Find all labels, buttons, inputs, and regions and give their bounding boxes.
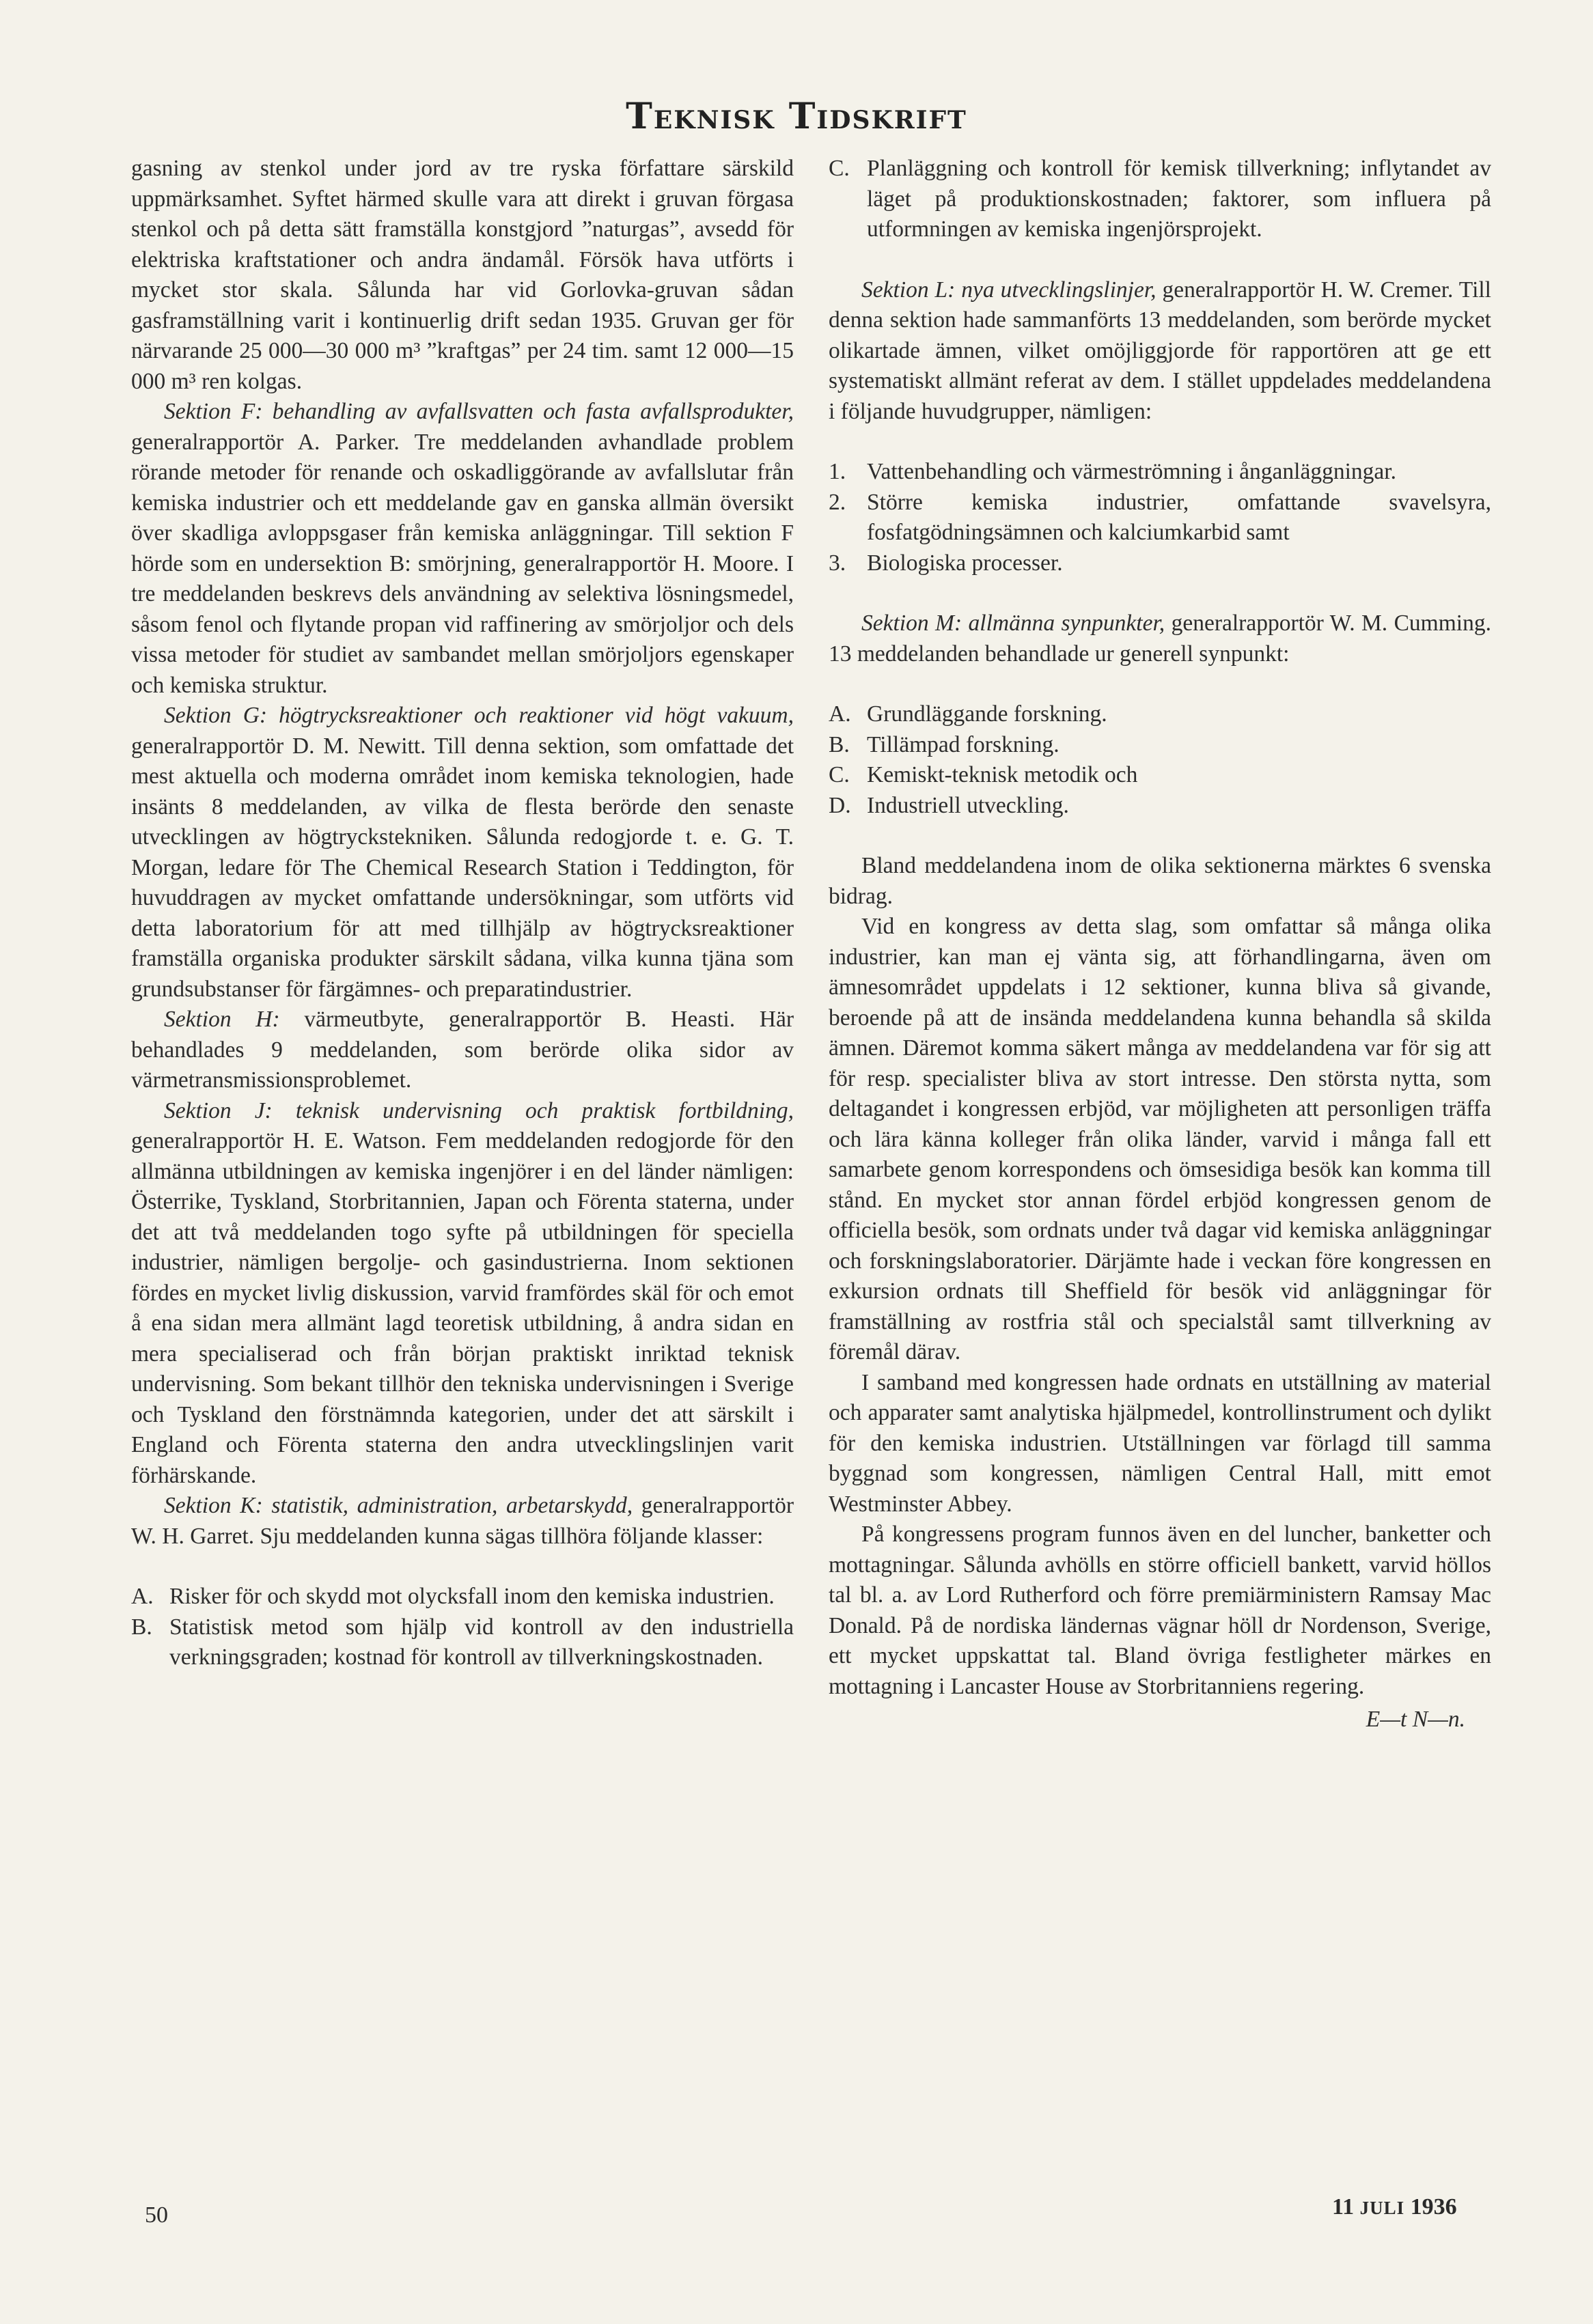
paragraph-coal-gasification: gasning av stenkol under jord av tre ryska författare särskild uppmärksamhet. Syftet härmed skulle vara att direkt i gruvan förgasa stenkol och på detta sätt framställa konstgjord ”naturgas”, avsedd för elektriska kraftstationer och andra ändamål. Försök hava utförts i mycket stor skala. Sålunda har vid Gorlovka-gruvan sådan gasframställning varit i kontinuerlig drift sedan 1935. Gruvan ger för närvarande 25 000—30 000 m³ ”kraftgas” per 24 tim. samt 12 000—15 000 m³ ren kolgas. (131, 156, 794, 394)
list-item: 2. Större kemiska industrier, omfattande svavelsyra, fosfatgödningsämnen och kalciumkarbid samt (829, 489, 1491, 545)
paragraph-exhibition: I samband med kongressen hade ordnats en utställning av material och apparater samt analytiska hjälpmedel, kontrollinstrument och dylikt för den kemiska industrien. Utställningen var förlagd till samma byggnad som kongressen, nämligen Central Hall, mitt emot Westminster Abbey. (829, 1369, 1491, 1517)
list-item: D. Industriell utveckling. (829, 792, 1069, 818)
right-column (829, 154, 1491, 1735)
paragraph-program: På kongressens program funnos även en del luncher, banketter och mottagningar. Sålunda avhölls en större officiell bankett, varvid höllos tal bl. a. av Lord Rutherford och förre premiärministern Ramsay Mac Donald. På de nordiska ländernas vägnar höll dr Nordenson, Sverige, ett mycket uppskattat tal. Bland övriga festligheter märkes en mottagning i Lancaster House av Storbritanniens regering. (829, 1522, 1491, 1699)
list-item: 1. Vattenbehandling och värmeströmning i ånganläggningar. (829, 459, 1396, 484)
section-g-body: generalrapportör D. M. Newitt. Till denna sektion, som omfattade det mest aktuella och moderna området inom kemiska teknologien, hade insänts 8 meddelanden, av vilka de flesta berörde den senaste utvecklingen av högtryckstekniken. Sålunda redogjorde t. e. G. T. Morgan, ledare för The Chemical Research Station i Teddington, för huvuddragen av mycket omfattande undersökningar, som utförts vid detta laboratorium för att med tillhjälp av högtrycksreaktioner framställa organiska produkter särskilt sådana, vilka kunna tjäna som grundsubstanser för färgämnes- och preparatindustrier. (131, 733, 794, 1002)
paragraph-swedish-contributions: Bland meddelandena inom de olika sektionerna märktes 6 svenska bidrag. (829, 853, 1491, 909)
section-j-heading: Sektion J: teknisk undervisning och praktisk fortbildning, (164, 1097, 794, 1123)
section-f-body: generalrapportör A. Parker. Tre meddelanden avhandlade problem rörande metoder för renande och oskadliggörande av avfallslutar från kemiska industrier och ett meddelande gav en ganska allmän översikt över skadliga avloppsgaser från kemiska anläggningar. Till sektion F hörde som en undersektion B: smörjning, generalrapportör H. Moore. I tre meddelanden beskrevs dels användning av selektiva lösningsmedel, såsom fenol och flytande propan vid raffinering av smörjoljor och dels vissa metoder för studiet av sambandet mellan smörjoljors egenskaper och kemiska struktur. (131, 429, 794, 698)
section-m-heading: Sektion M: allmänna synpunkter, (861, 611, 1165, 636)
list-item: C. Kemiskt-teknisk metodik och (829, 762, 1138, 787)
page-number: 50 (145, 2202, 168, 2228)
section-k-list-continued (829, 154, 1491, 245)
section-h-heading: Sektion H: (164, 1007, 280, 1032)
paragraph-congress-value: Vid en kongress av detta slag, som omfattar så många olika industrier, kan man ej vänta sig, att förhandlingarna, även om ämnesområdet uppdelats i 12 sektioner, kunna bliva så givande, beroende på att de insända meddelandena kunna behandla så skilda ämnen. Däremot komma säkert många av meddelandena var för sig att för resp. specialister bliva av stort intresse. Den största nytta, som deltagandet i kongressen erbjöd, var möjligheten att personligen träffa och lära känna kolleger från olika länder, varvid i många fall ett samarbete genom korrespondens och ömsesidiga besök kan komma till stånd. En mycket stor annan fördel erbjöd kongressen genom de officiella besök, som ordnats under två dagar vid kemiska anläggningar och forskningslaboratorier. Därjämte hade i veckan före kongressen en exkursion ordnats till Sheffield för besök vid anläggningar för framställning av rostfria stål och specialstål samt tillverkning av föremål därav. (829, 914, 1491, 1364)
list-item: 3. Biologiska processer. (829, 550, 1063, 576)
section-j-body: generalrapportör H. E. Watson. Fem meddelanden redogjorde för den allmänna utbildningen av kemiska ingenjörer i en del länder nämligen: Österrike, Tyskland, Storbritannien, Japan och Förenta staterna, under det att två meddelanden togo syfte på utbildningen för speciella industrier, nämligen bergolje- och gasindustrierna. Inom sektionen fördes en mycket livlig diskussion, varvid framfördes skäl för och emot å ena sidan mera allmänt lagd teoretisk utbildning, å andra sidan en mera specialiserad och från början praktiskt inriktad teknisk undervisning. Som bekant tillhör den tekniska undervisningen i Sverige och Tyskland den förstnämnda kategorien, under det att särskilt i England och Förenta staterna den andra utvecklingslinjen varit förhärskande. (131, 1128, 794, 1488)
list-item: A. Risker för och skydd mot olycksfall inom den kemiska industrien. (131, 1584, 775, 1609)
section-l-paragraph (829, 275, 1491, 428)
list-item: B. Statistisk metod som hjälp vid kontroll av den industriella verkningsgraden; kostnad för kontroll av tillverkningskostnaden. (131, 1614, 794, 1670)
section-f-heading: Sektion F: behandling av avfallsvatten och fasta avfallsprodukter, (164, 399, 794, 424)
section-f-paragraph (131, 397, 794, 701)
section-l-list (829, 457, 1491, 578)
section-m-paragraph (829, 608, 1491, 669)
list-item: B. Tillämpad forskning. (829, 731, 1059, 757)
section-h-body: värmeutbyte, generalrapportör B. Heasti. Här behandlades 9 meddelanden, som berörde olika sidor av värmetransmissionsproblemet. (131, 1007, 794, 1093)
section-j-paragraph (131, 1096, 794, 1492)
section-k-body: generalrapportör W. H. Garret. Sju meddelanden kunna sägas tillhöra följande klasser: (131, 1493, 794, 1549)
list-item: C. Planläggning och kontroll för kemisk tillverkning; inflytandet av läget på produktionskostnaden; faktorer, som influera på utformningen av kemiska ingenjörsprojekt. (829, 156, 1491, 242)
journal-masthead: Teknisk Tidskrift (626, 96, 967, 137)
issue-date: 11 JULI 1936 (1332, 2194, 1457, 2220)
section-m-body: generalrapportör W. M. Cumming. 13 meddelanden behandlade ur generell synpunkt: (829, 611, 1491, 667)
left-column (131, 154, 794, 1673)
section-k-heading: Sektion K: statistik, administration, arbetarskydd, (164, 1493, 633, 1518)
section-h-paragraph (131, 1005, 794, 1096)
section-k-paragraph (131, 1491, 794, 1552)
section-l-heading: Sektion L: nya utvecklingslinjer, (861, 277, 1156, 303)
section-g-paragraph (131, 701, 794, 1005)
section-m-list (829, 699, 1491, 821)
section-l-body: generalrapportör H. W. Cremer. Till denna sektion hade sammanförts 13 meddelanden, som berörde mycket olikartade ämnen, vilket omöjliggjorde för rapportören att ge ett systematiskt allmänt referat av dem. I stället uppdelades meddelandena i följande huvudgrupper, nämligen: (829, 277, 1491, 424)
section-k-list (131, 1582, 794, 1673)
section-g-heading: Sektion G: högtrycksreaktioner och reaktioner vid högt vakuum, (164, 703, 794, 728)
author-signature: E—t N—n. (1366, 1707, 1465, 1732)
list-item: A. Grundläggande forskning. (829, 701, 1107, 727)
